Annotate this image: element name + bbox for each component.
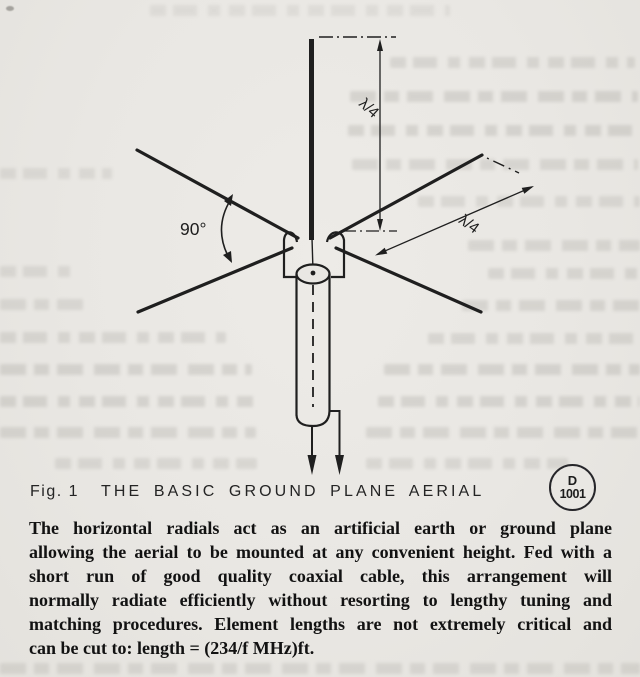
angle-arc bbox=[221, 199, 231, 258]
paragraph-line: normally radiate efficiently without resorting to lengthy tuning and bbox=[29, 590, 612, 610]
inner-feed-arrowhead bbox=[308, 455, 317, 475]
paragraph-line: allowing the aerial to be mounted at any convenient height. Fed with a bbox=[29, 542, 612, 562]
angle-arc-arrow-bottom bbox=[223, 251, 232, 263]
radial-quarter-wave-label: λ/4 bbox=[455, 211, 483, 238]
diagram-reference-badge bbox=[549, 464, 596, 511]
dimension-arrow-down bbox=[377, 219, 383, 231]
paragraph-line: matching procedures. Element lengths are not extremely critical and bbox=[29, 614, 612, 634]
paragraph-line: The horizontal radials act as an artificial earth or ground plane bbox=[29, 518, 612, 538]
badge-letter: D bbox=[567, 473, 578, 489]
radial-dimension-arrow-outer bbox=[522, 186, 534, 194]
radial-dimension-arrow-inner bbox=[375, 248, 387, 256]
radial-upper-left bbox=[137, 150, 298, 238]
angle-arc-arrow-top bbox=[224, 194, 233, 206]
figure-number: Fig. 1 bbox=[30, 483, 80, 500]
paragraph-line: short run of good quality coaxial cable, this arrangement will bbox=[29, 566, 612, 586]
radial-tip-extension-line bbox=[487, 158, 519, 173]
outer-feed-step bbox=[330, 411, 340, 457]
figure-title: THE BASIC GROUND PLANE AERIAL bbox=[101, 483, 485, 500]
radial-lower-right bbox=[336, 248, 481, 312]
outer-feed-arrowhead bbox=[335, 455, 344, 475]
mount-bracket-left bbox=[284, 232, 297, 277]
feed-point-dot bbox=[311, 271, 316, 276]
badge-number: 1001 bbox=[559, 487, 586, 502]
dimension-arrow-up bbox=[377, 39, 383, 51]
paragraph-line: can be cut to: length = (234/f MHz)ft. bbox=[29, 638, 315, 658]
right-angle-label: 90° bbox=[180, 219, 207, 239]
radial-dimension-line bbox=[378, 187, 532, 254]
vertical-quarter-wave-label: λ/4 bbox=[355, 95, 383, 122]
body-paragraph bbox=[29, 516, 612, 660]
figure-caption bbox=[30, 483, 484, 501]
coax-sleeve-bottom-cap bbox=[297, 411, 330, 426]
radial-lower-left bbox=[138, 248, 292, 312]
